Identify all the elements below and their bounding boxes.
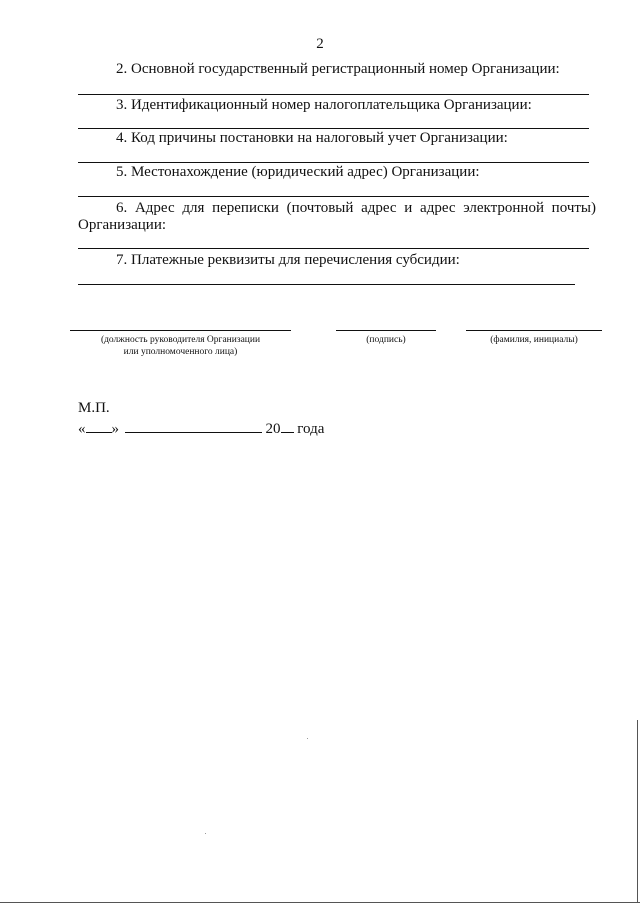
day-blank[interactable] — [86, 418, 112, 433]
date-open-quote: « — [78, 421, 86, 437]
field-ogrn-line[interactable] — [78, 94, 589, 95]
date-line — [78, 418, 324, 438]
year-blank[interactable] — [281, 418, 294, 433]
year-prefix: 20 — [265, 421, 281, 437]
field-mailing-address-label: 6. Адрес для переписки (почтовый адрес и адрес электронной почты) Организации: — [78, 200, 596, 233]
position-caption — [70, 334, 291, 358]
page-number: 2 — [316, 36, 324, 52]
field-inn-line[interactable] — [78, 128, 589, 129]
field-mailing-address-line[interactable] — [78, 248, 589, 249]
field-kpp-label: 4. Код причины постановки на налоговый учет Организации: — [116, 130, 508, 146]
scan-frame-bottom — [0, 902, 640, 903]
signature-line[interactable] — [336, 330, 436, 331]
position-line[interactable] — [70, 330, 291, 331]
field-ogrn-label: 2. Основной государственный регистрационный номер Организации: — [116, 61, 560, 77]
field-legal-address-label: 5. Местонахождение (юридический адрес) Организации: — [116, 164, 480, 180]
year-suffix: года — [297, 421, 325, 437]
stamp-label: М.П. — [78, 400, 110, 416]
field-payment-details-label: 7. Платежные реквизиты для перечисления субсидии: — [116, 252, 460, 268]
scan-frame-right — [637, 720, 638, 903]
field-kpp-line[interactable] — [78, 162, 589, 163]
scan-speck — [307, 738, 308, 739]
name-line[interactable] — [466, 330, 602, 331]
field-payment-details-line[interactable] — [78, 284, 575, 285]
month-blank[interactable] — [125, 418, 262, 433]
name-caption: (фамилия, инициалы) — [490, 335, 578, 345]
scan-speck — [205, 833, 206, 834]
position-caption-line2: или уполномоченного лица) — [123, 347, 238, 357]
signature-caption: (подпись) — [366, 335, 406, 345]
date-close-quote: » — [111, 421, 119, 437]
field-legal-address-line[interactable] — [78, 196, 589, 197]
field-inn-label: 3. Идентификационный номер налогоплательщика Организации: — [116, 97, 532, 113]
position-caption-line1: (должность руководителя Организации — [100, 335, 261, 345]
